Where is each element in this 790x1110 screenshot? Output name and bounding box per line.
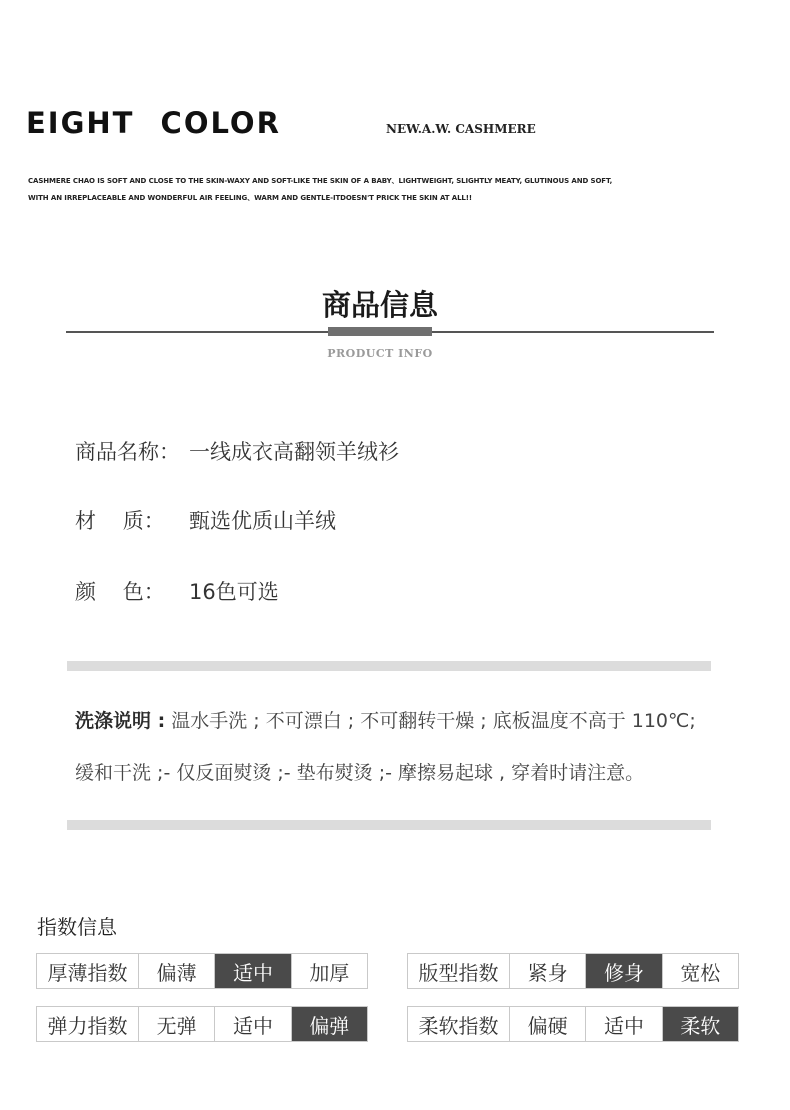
product-name-row: [75, 436, 399, 466]
color-label: 颜 色：: [75, 580, 165, 604]
section-subtitle: PRODUCT INFO: [327, 347, 433, 360]
tagline-line-1: CASHMERE CHAO IS SOFT AND CLOSE TO THE SKIN-WAXY AND SOFT-LIKE THE SKIN OF A BABY、LIGHTWEIGHT, SLIGHTLY MEATY, GLUTINOUS AND SOFT,: [28, 177, 613, 185]
thickness-index-label: 厚薄指数: [47, 960, 128, 985]
wash-line-1: [75, 706, 696, 733]
material-value: 甄选优质山羊绒: [189, 509, 336, 533]
brand-title: EIGHT COLOR: [26, 106, 281, 140]
color-value: 16色可选: [189, 580, 279, 604]
softness-index-label: 柔软指数: [418, 1013, 499, 1038]
softness-index-table: [407, 1006, 739, 1042]
elasticity-option: 适中: [214, 1007, 290, 1041]
thickness-option: 适中: [214, 954, 290, 988]
divider-bar-top: [67, 661, 711, 671]
elasticity-index-table: [36, 1006, 368, 1042]
fit-option: 宽松: [662, 954, 738, 988]
thickness-index-table: [36, 953, 368, 989]
fit-option: 修身: [585, 954, 661, 988]
title-accent-bar: [328, 327, 432, 336]
product-name-label: 商品名称：: [75, 440, 180, 464]
color-row: [75, 576, 279, 606]
elasticity-option: 无弹: [138, 1007, 214, 1041]
elasticity-option: 偏弹: [291, 1007, 367, 1041]
tagline-line-2: WITH AN IRREPLACEABLE AND WONDERFUL AIR FEELING、WARM AND GENTLE-ITDOESN'T PRICK THE SKIN AT ALL!!: [28, 194, 472, 202]
fit-index-label: 版型指数: [418, 960, 499, 985]
divider-bar-bottom: [67, 820, 711, 830]
thickness-option: 加厚: [291, 954, 367, 988]
wash-line-2: [75, 758, 644, 785]
softness-option: 柔软: [662, 1007, 738, 1041]
product-name-value: 一线成衣高翻领羊绒衫: [189, 440, 399, 464]
material-row: [75, 505, 336, 535]
fit-index-table: [407, 953, 739, 989]
index-title: 指数信息: [37, 915, 117, 939]
section-title: 商品信息: [321, 288, 438, 322]
softness-option: 适中: [585, 1007, 661, 1041]
elasticity-index-label: 弹力指数: [47, 1013, 128, 1038]
wash-label: 洗涤说明 :: [75, 710, 166, 732]
sub-brand: NEW.A.W. CASHMERE: [386, 122, 536, 136]
fit-option: 紧身: [509, 954, 585, 988]
softness-option: 偏硬: [509, 1007, 585, 1041]
wash-text-2: 缓和干洗 ;- 仅反面熨烫 ;- 垫布熨烫 ;- 摩擦易起球 , 穿着时请注意。: [75, 762, 645, 784]
wash-text-1: 温水手洗 ; 不可漂白 ; 不可翻转干燥 ; 底板温度不高于 110℃;: [165, 710, 696, 732]
thickness-option: 偏薄: [138, 954, 214, 988]
material-label: 材 质：: [75, 509, 165, 533]
